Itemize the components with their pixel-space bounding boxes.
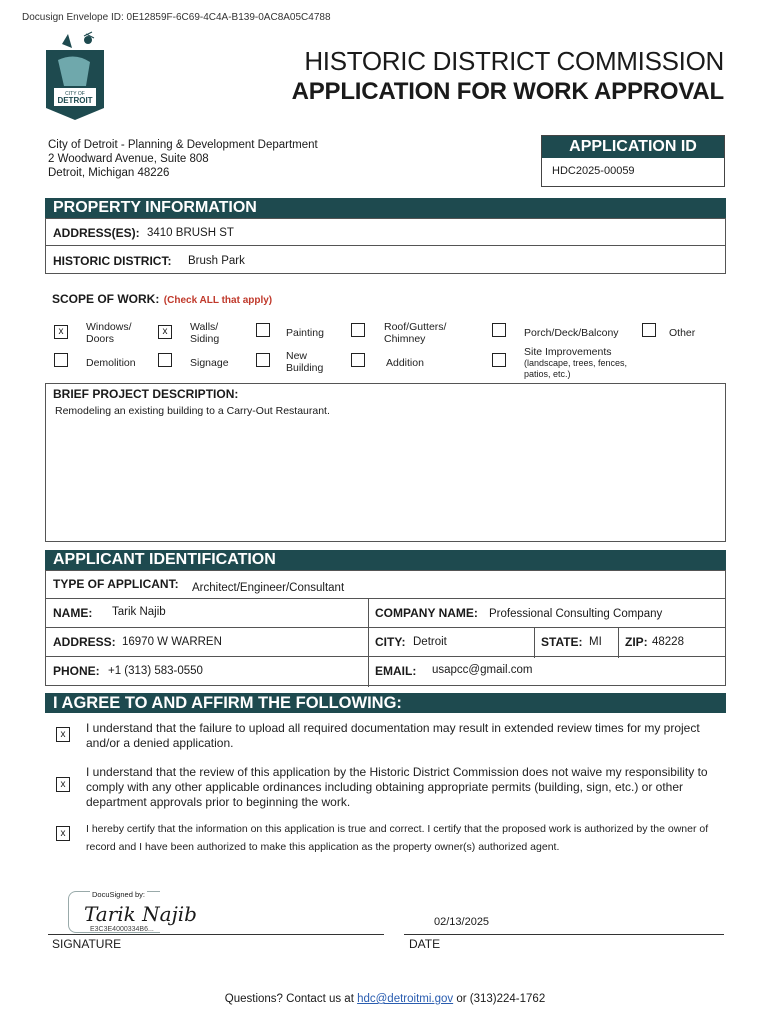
application-id-label: APPLICATION ID xyxy=(542,136,724,158)
dept-line3: Detroit, Michigan 48226 xyxy=(48,167,170,179)
title-line2: APPLICATION FOR WORK APPROVAL xyxy=(291,78,724,105)
company-name-value[interactable]: Professional Consulting Company xyxy=(489,608,663,620)
agree-text-1: I understand that the failure to upload all required documentation may result in extended review times for my project and/or a denied application. xyxy=(86,721,700,750)
historic-district-value[interactable]: Brush Park xyxy=(188,255,245,267)
scope-label-new-building: New Building xyxy=(286,350,324,374)
scope-checkbox-other[interactable] xyxy=(642,323,656,337)
docusign-id: E3C3E4000334B6... xyxy=(90,926,154,933)
scope-checkbox-addition[interactable] xyxy=(351,353,365,367)
scope-label-signage: Signage xyxy=(190,357,229,369)
name-value[interactable]: Tarik Najib xyxy=(112,606,166,618)
scope-checkbox-walls-siding[interactable]: x xyxy=(158,325,172,339)
date-label: DATE xyxy=(409,937,441,951)
scope-label-addition: Addition xyxy=(386,357,424,369)
city-value[interactable]: Detroit xyxy=(413,636,447,648)
logo-text-main: DETROIT xyxy=(57,96,93,105)
scope-label-porch-deck-balcony: Porch/Deck/Balcony xyxy=(524,327,619,339)
dept-line1: City of Detroit - Planning & Development Department xyxy=(48,139,318,151)
zip-label: ZIP: xyxy=(625,635,648,649)
applicant-section-header: APPLICANT IDENTIFICATION xyxy=(45,550,726,570)
name-row xyxy=(45,598,726,628)
department-address xyxy=(48,138,318,180)
applicant-type-label: TYPE OF APPLICANT: xyxy=(53,577,179,591)
property-section-header: PROPERTY INFORMATION xyxy=(45,198,726,218)
state-label: STATE: xyxy=(541,635,583,649)
scope-checkbox-painting[interactable] xyxy=(256,323,270,337)
project-description-box[interactable] xyxy=(45,383,726,542)
scope-label-demolition: Demolition xyxy=(86,357,136,369)
company-name-label: COMPANY NAME: xyxy=(375,606,478,620)
agree-section-header: I AGREE TO AND AFFIRM THE FOLLOWING: xyxy=(45,693,726,713)
state-value[interactable]: MI xyxy=(589,636,602,648)
docusigned-label: DocuSigned by: xyxy=(92,890,145,899)
zip-value[interactable]: 48228 xyxy=(652,636,684,648)
footer-email-link[interactable]: hdc@detroitmi.gov xyxy=(357,993,454,1005)
email-label: EMAIL: xyxy=(375,664,417,678)
applicant-type-row xyxy=(45,570,726,599)
historic-district-label: HISTORIC DISTRICT: xyxy=(53,254,172,268)
scope-checkbox-new-building[interactable] xyxy=(256,353,270,367)
agree-checkbox-2[interactable]: x xyxy=(56,777,70,792)
scope-label: SCOPE OF WORK: xyxy=(52,292,160,306)
scope-hint: (Check ALL that apply) xyxy=(163,295,273,306)
property-address-row xyxy=(45,218,726,246)
footer-contact xyxy=(0,993,770,1005)
scope-label-windows-doors: Windows/ Doors xyxy=(86,321,132,345)
application-id-box xyxy=(541,135,725,187)
scope-label-walls-siding: Walls/ Siding xyxy=(190,321,220,345)
email-value[interactable]: usapcc@gmail.com xyxy=(432,664,533,676)
signature-image: Tarik Najib xyxy=(84,902,197,926)
signature-line xyxy=(48,934,384,935)
date-value[interactable]: 02/13/2025 xyxy=(434,916,490,928)
phone-label: PHONE: xyxy=(53,664,100,678)
footer-suffix: or (313)224-1762 xyxy=(453,993,546,1005)
scope-checkbox-signage[interactable] xyxy=(158,353,172,367)
property-address-value[interactable]: 3410 BRUSH ST xyxy=(147,227,234,239)
agree-text-2: I understand that the review of this application by the Historic District Commission does not waive my responsibility to comply with any other applicable ordinances including obtaining appropriate permits (building, sign, etc.) or other department approvals prior to beginning the work. xyxy=(86,765,708,809)
scope-checkbox-windows-doors[interactable]: x xyxy=(54,325,68,339)
scope-checkbox-porch-deck-balcony[interactable] xyxy=(492,323,506,337)
scope-of-work-heading xyxy=(52,290,272,308)
agree-checkbox-3[interactable]: x xyxy=(56,826,70,841)
scope-label-site-improvements: Site Improvements (landscape, trees, fences, patios, etc.) xyxy=(524,346,628,379)
scope-checkbox-site-improvements[interactable] xyxy=(492,353,506,367)
city-label: CITY: xyxy=(375,635,406,649)
historic-district-row xyxy=(45,245,726,274)
applicant-type-value[interactable]: Architect/Engineer/Consultant xyxy=(192,582,345,594)
scope-label-painting: Painting xyxy=(286,327,324,339)
scope-checkbox-roof-gutters-chimney[interactable] xyxy=(351,323,365,337)
scope-checkbox-demolition[interactable] xyxy=(54,353,68,367)
project-description-value: Remodeling an existing building to a Carry-Out Restaurant. xyxy=(55,405,330,417)
address-row xyxy=(45,627,726,657)
applicant-address-label: ADDRESS: xyxy=(53,635,116,649)
application-id-value[interactable]: HDC2025-00059 xyxy=(552,165,635,177)
envelope-id: Docusign Envelope ID: 0E12859F-6C69-4C4A-B139-0AC8A05C4788 xyxy=(22,12,331,23)
signature-label: SIGNATURE xyxy=(52,937,122,951)
agree-checkbox-1[interactable]: x xyxy=(56,727,70,742)
phone-email-row xyxy=(45,656,726,686)
agree-text-3: I hereby certify that the information on this application is true and correct. I certify that the proposed work is authorized by the owner of record and I have been authorized to make this application as the property owner(s) authorized agent. xyxy=(86,823,709,853)
date-line xyxy=(404,934,724,935)
scope-label-other: Other xyxy=(669,327,696,339)
dept-line2: 2 Woodward Avenue, Suite 808 xyxy=(48,153,209,165)
applicant-address-value[interactable]: 16970 W WARREN xyxy=(122,636,222,648)
scope-label-roof-gutters-chimney: Roof/Gutters/ Chimney xyxy=(384,321,447,345)
logo-text-top: CITY OF xyxy=(65,91,85,97)
phone-value[interactable]: +1 (313) 583-0550 xyxy=(108,665,203,677)
name-label: NAME: xyxy=(53,606,93,620)
footer-prefix: Questions? Contact us at xyxy=(224,993,358,1005)
project-description-label: BRIEF PROJECT DESCRIPTION: xyxy=(53,387,239,401)
property-address-label: ADDRESS(ES): xyxy=(53,226,140,240)
title-line1: HISTORIC DISTRICT COMMISSION xyxy=(304,46,724,76)
city-of-detroit-logo xyxy=(38,30,112,122)
